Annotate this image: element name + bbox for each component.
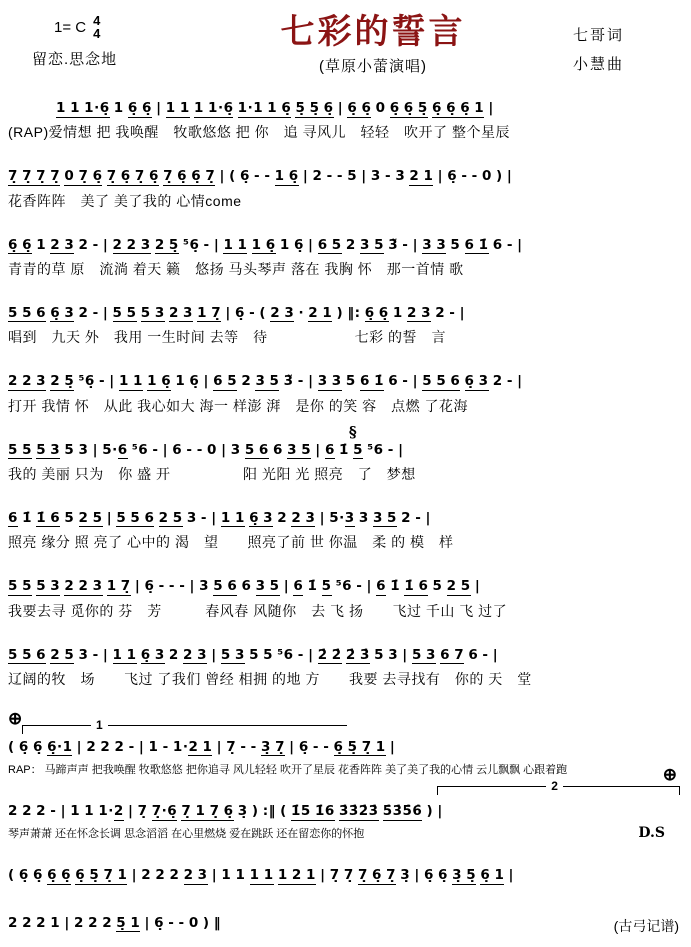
notation-line: 2 2 2 - | 1 1 1·2 | 7̣ 7̣·6̣ 7̣ 1 7̣ 6̣ 3̣ ) :‖ ( 1̇5 1̇6 3̇3̇2̇3̇ 5̇3̇5̇6̇ ) | [8, 803, 443, 820]
lyrics-line: 照亮 缘分 照 亮了 心中的 渴 望 照亮了前 世 你温 柔 的 模 样 [8, 534, 454, 551]
time-signature [93, 14, 100, 41]
system-10-volta1 [8, 708, 683, 785]
system-8 [8, 573, 683, 620]
coda-icon: ⊕ [8, 708, 23, 728]
notation-line: 5 5 5 3 5 3 | 5·6 ⁵6 - | 6 - - 0 | 3 5 6 6 3 5 | 6 1̇ 5 ⁵6 - | [8, 441, 404, 458]
lyrics-line: 青青的草 原 流淌 着天 籁 悠扬 马头琴声 落在 我胸 怀 那一首情 歌 [8, 260, 464, 277]
rap-lyrics-line: 琴声萧萧 还在怀念长调 思念滔滔 在心里燃烧 爱在跳跃 还在留恋你的怀抱 [8, 828, 365, 841]
system-4 [8, 300, 683, 347]
system-7 [8, 505, 683, 552]
rap-lyrics-line: RAP： 马蹄声声 把我唤醒 牧歌悠悠 把你追寻 风儿轻轻 吹开了星辰 花香阵阵 美了美了我的心情 云儿飘飘 心跟着跑 [8, 764, 568, 777]
notation-line: 5 5 5 3 2 2 3 1 7̣ | 6̣ - - - | 3 5 6 6 3 5 | 6 1̇ 5 ⁵6 - | 6 1̇ 1̇ 6 5 2 5 | [8, 578, 481, 595]
system-1 [8, 95, 683, 142]
notation-credit: (古弓记谱) [613, 918, 679, 935]
system-9 [8, 642, 683, 689]
page-title: 七彩的誓言 [280, 13, 466, 51]
notation-line: 5 5 6 6̣ 3 2 - | 5 5 5 3 2 3 1 7̣ | 6̣ - ( 2 3 · 2 1 ) ‖: 6̣ 6̣ 1 2 3 2 - | [8, 304, 466, 321]
notation-line: ( 6̣ 6̣ 6̣ 6̣ 6̣ 5̣ 7̣ 1 | 2 2 2 2 3 | 1 1 1 1 1 2 1 | 7̣ 7̣ 7̣ 6̣ 7̣ 3̣ | 6̣ 6̣ 3̣ 5̣ 6̣ 1 | [8, 867, 514, 884]
lyrics-line: 花香阵阵 美了 美了我的 心情come [8, 192, 242, 209]
system-11-volta2 [8, 779, 683, 842]
system-6 [8, 422, 683, 484]
lyrics-line: 我的 美丽 只为 你 盛 开 阳 光阳 光 照亮 了 梦想 [8, 465, 416, 482]
composer-credit: 小慧曲 [573, 55, 625, 73]
notation-line: 5 5 6 2 5 3 - | 1 1 6̣ 3 2 2 3 | 5 3 5 5 ⁵6 - | 2̇ 2̇ 2̇ 3̇ 5 3 | 5 3 6 7 6 - | [8, 646, 499, 663]
system-12 [8, 862, 683, 888]
system-2 [8, 163, 683, 210]
notation-line: 7̣ 7̣ 7̣ 7̣ 0 7̣ 6̣ 7̣ 6̣ 7̣ 6̣ 7̣ 6̣ 6̣ 7̣ | ( 6̣ - - 1 6̣ | 2 - - 5 | 3 - 3 2 1 | 6̣ - - 0 ) | [8, 168, 513, 185]
notation-line: ( 6̣ 6̣ 6̣·1 | 2 2 2 - | 1 - 1·2 1 | 7̣ - - 3̣ 7̣ | 6̣ - - 6̣ 5̣ 7̣ 1 | [8, 738, 396, 755]
system-5 [8, 368, 683, 415]
segno-icon: § [348, 422, 357, 441]
final-line-row [8, 910, 683, 936]
system-13 [8, 910, 683, 936]
first-ending-bracket [22, 717, 347, 734]
notation-line: 1 1 1·6̣ 1 6̣ 6̣ | 1 1 1 1·6̣ 1·1 1 6̣ 5̣ 5̣ 6̣ | 6̣ 6̣ 0 6̣ 6̣ 5̣ 6̣ 6̣ 6̣ 1 | [56, 100, 494, 116]
tempo-mood-text: 留恋.思念地 [32, 50, 118, 68]
second-ending-label: 2 [546, 779, 563, 793]
score-body [8, 95, 683, 936]
key-time-row [8, 14, 173, 41]
credits-block [573, 14, 683, 79]
first-ending-label: 1 [91, 718, 108, 732]
coda-row [8, 708, 683, 728]
lyrics-line: 我要去寻 觅你的 芬 芳 春风春 风随你 去 飞 扬 飞过 千山 飞 过了 [8, 602, 508, 619]
time-signature-top: 4 [93, 13, 101, 28]
performer-subtitle: (草原小蕾演唱) [319, 58, 427, 76]
notation-line: 6 1̇ 1̇ 6 5 2 5 | 5 5 6 2 5 3 - | 1 1 6̣ 3 2 2 3 | 5·3 3 3 5 2 - | [8, 509, 431, 526]
lyricist-credit: 七哥词 [573, 27, 625, 44]
lyrics-line: 辽阔的牧 场 飞过 了我们 曾经 相拥 的地 方 我要 去寻找有 你的 天 堂 [8, 670, 532, 687]
lyrics-ds-row [8, 824, 683, 841]
title-block [173, 14, 573, 76]
time-signature-bottom: 4 [93, 26, 101, 42]
key-signature: 1= C [54, 18, 87, 36]
second-ending-bracket [437, 779, 680, 795]
system-3 [8, 232, 683, 279]
dal-segno-mark: D.S [638, 825, 665, 842]
coda-icon: ⊕ [662, 765, 677, 785]
notation-line: 2 2 3 2 5̣ ⁵6̣ - | 1 1 1 6̣ 1 6̣ | 6 5 2 3 5 3̃ - | 3 3 5 6 1̇ 6 - | 5 5 6 6̣ 3 2 - | [8, 373, 523, 390]
notation-line: 2 2 2 1 | 2 2 2 5̣ 1 | 6̣ - - 0 ) ‖ [8, 914, 222, 931]
score-header [8, 14, 683, 79]
lyrics-line: (RAP)爱情想 把 我唤醒 牧歌悠悠 把 你 追 寻风儿 轻轻 吹开了 整个星辰 [8, 124, 510, 141]
lyrics-line: 唱到 九天 外 我用 一生时间 去等 待 七彩 的誓 言 [8, 329, 447, 346]
notation-line: 6̣ 6̣ 1 2 3 2 - | 2 2 3 2 5̣ ⁵6̣ - | 1 1 1 6̣ 1 6̣ | 6 5 2 3 5 3̃ - | 3 3 5 6 1̇ 6 - | [8, 236, 523, 253]
key-block [8, 14, 173, 69]
lyrics-line: 打开 我情 怀 从此 我心如大 海一 样澎 湃 是你 的笑 容 点燃 了花海 [8, 397, 469, 414]
